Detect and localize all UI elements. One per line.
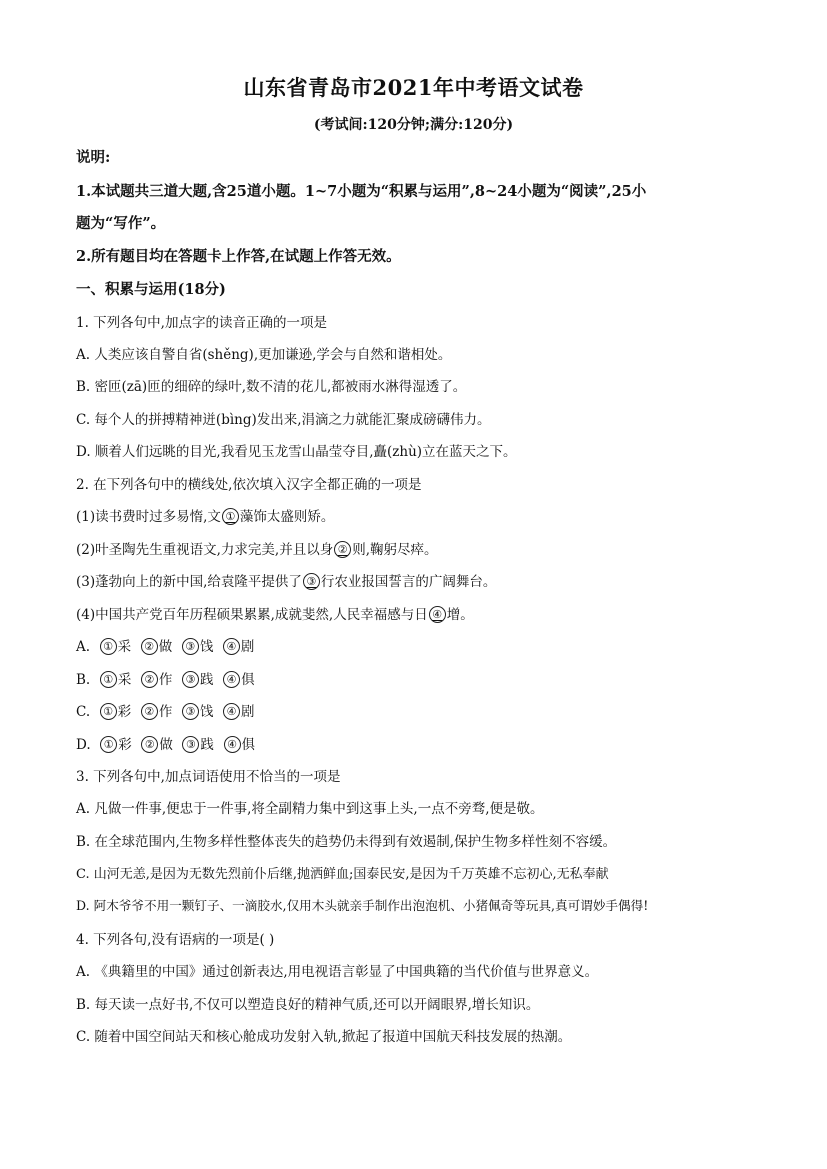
question-2-stem: 2. 在下列各句中的横线处,依次填入汉字全都正确的一项是 [76,477,422,493]
blank-marker: ② [334,541,351,558]
marker: ③ [182,638,199,655]
question-2-option-b [76,668,255,688]
instruction-item-2: 2.所有题目均在答题卡上作答,在试题上作答无效。 [76,248,401,265]
answer-char: 践 [200,737,214,753]
question-4-option-c: C. 随着中国空间站天和核心舱成功发射入轨,掀起了报道中国航天科技发展的热潮。 [76,1029,572,1045]
question-3-option-a: A. 凡做一件事,便忠于一件事,将全副精力集中到这事上头,一点不旁骛,便是敬。 [76,801,544,817]
marker: ① [100,736,117,753]
question-1-option-a: A. 人类应该自警自省(shěng),更加谦逊,学会与自然和谐相处。 [76,347,452,363]
marker: ④ [223,671,240,688]
answer-char: 践 [200,672,214,688]
answer-char: 饯 [199,639,214,655]
marker: ① [100,638,117,655]
option-letter: A. [76,639,91,655]
question-2-option-c [76,700,255,720]
question-2-option-d [76,733,255,753]
question-2-sentence-1 [76,505,334,525]
question-4-option-a: A. 《典籍里的中国》通过创新表达,用电视语言彰显了中国典籍的当代价值与世界意义。 [76,964,599,980]
question-1-option-d: D. 顺着人们远眺的目光,我看见玉龙雪山晶莹夺目,矗(zhù)立在蓝天之下。 [76,444,517,460]
sentence-text: 增。 [446,607,474,623]
question-1-option-c: C. 每个人的拼搏精神迸(bìng)发出来,涓滴之力就能汇聚成磅礴伟力。 [76,412,491,428]
sentence-text: (3)蓬勃向上的新中国,给袁隆平提供了 [76,574,302,590]
answer-char: 俱 [241,672,255,688]
answer-char: 彩 [117,704,132,720]
question-4-stem: 4. 下列各句,没有语病的一项是( ) [76,932,275,948]
instruction-item-1-line-2: 题为“写作”。 [76,215,166,232]
question-1-stem: 1. 下列各句中,加点字的读音正确的一项是 [76,315,327,331]
sentence-text: (1)读书费时过多易惰,文 [76,509,221,525]
section-heading: 一、积累与运用(18分) [76,281,226,298]
question-1-option-b: B. 密匝(zā)匝的细碎的绿叶,数不清的花儿,都被雨水淋得湿透了。 [76,379,467,395]
sentence-text: (2)叶圣陶先生重视语文,力求完美,并且以身 [76,542,334,558]
marker: ① [100,671,117,688]
answer-char: 饯 [199,704,214,720]
marker: ④ [224,736,241,753]
marker: ④ [223,638,240,655]
marker: ③ [182,736,199,753]
blank-marker: ① [222,508,239,525]
question-3-stem: 3. 下列各句中,加点词语使用不恰当的一项是 [76,769,341,785]
instructions-heading: 说明: [76,149,111,166]
answer-char: 做 [159,737,173,753]
question-2-option-a [76,635,254,655]
sentence-text: 行农业报国誓言的广阔舞台。 [320,574,497,590]
blank-marker: ③ [303,573,320,590]
page-title: 山东省青岛市2021年中考语文试卷 [243,75,584,100]
question-3-option-b: B. 在全球范围内,生物多样性整体丧失的趋势仍未得到有效遏制,保护生物多样性刻不容缓。 [76,834,617,850]
question-2-sentence-3 [76,570,496,590]
answer-char: 采 [117,639,132,655]
sentence-text: 则,鞠躬尽瘁。 [352,542,438,558]
answer-char: 作 [158,672,173,688]
answer-char: 剧 [241,704,255,720]
option-letter: B. [76,672,91,688]
option-letter: C. [76,704,91,720]
question-2-sentence-2 [76,538,438,558]
question-2-sentence-4 [76,603,474,623]
answer-char: 做 [158,639,173,655]
answer-char: 采 [117,672,132,688]
marker: ② [141,703,158,720]
sentence-text: (4)中国共产党百年历程硕果累累,成就斐然,人民幸福感与日 [76,607,428,623]
answer-char: 彩 [118,737,132,753]
answer-char: 俱 [241,737,256,753]
blank-marker: ④ [429,606,446,623]
marker: ③ [182,703,199,720]
marker: ② [141,736,158,753]
question-3-option-c: C. 山河无恙,是因为无数先烈前仆后继,抛洒鲜血;国泰民安,是因为千万英雄不忘初心,无私奉献 [76,867,609,882]
question-3-option-d: D. 阿木爷爷不用一颗钉子、一滴胶水,仅用木头就亲手制作出泡泡机、小猪佩奇等玩具,真可谓妙手偶得! [76,898,649,913]
answer-char: 作 [158,704,173,720]
option-letter: D. [76,737,91,753]
marker: ① [100,703,117,720]
marker: ③ [182,671,199,688]
instruction-item-1-line-1: 1.本试题共三道大题,含25道小题。1~7小题为“积累与运用”,8~24小题为“阅读”,25小 [76,183,647,200]
marker: ② [141,671,158,688]
answer-char: 剧 [240,639,255,655]
exam-info: (考试间:120分钟;满分:120分) [313,117,514,133]
question-4-option-b: B. 每天读一点好书,不仅可以塑造良好的精神气质,还可以开阔眼界,增长知识。 [76,997,540,1013]
sentence-text: 藻饰太盛则矫。 [239,509,335,525]
marker: ④ [223,703,240,720]
marker: ② [141,638,158,655]
